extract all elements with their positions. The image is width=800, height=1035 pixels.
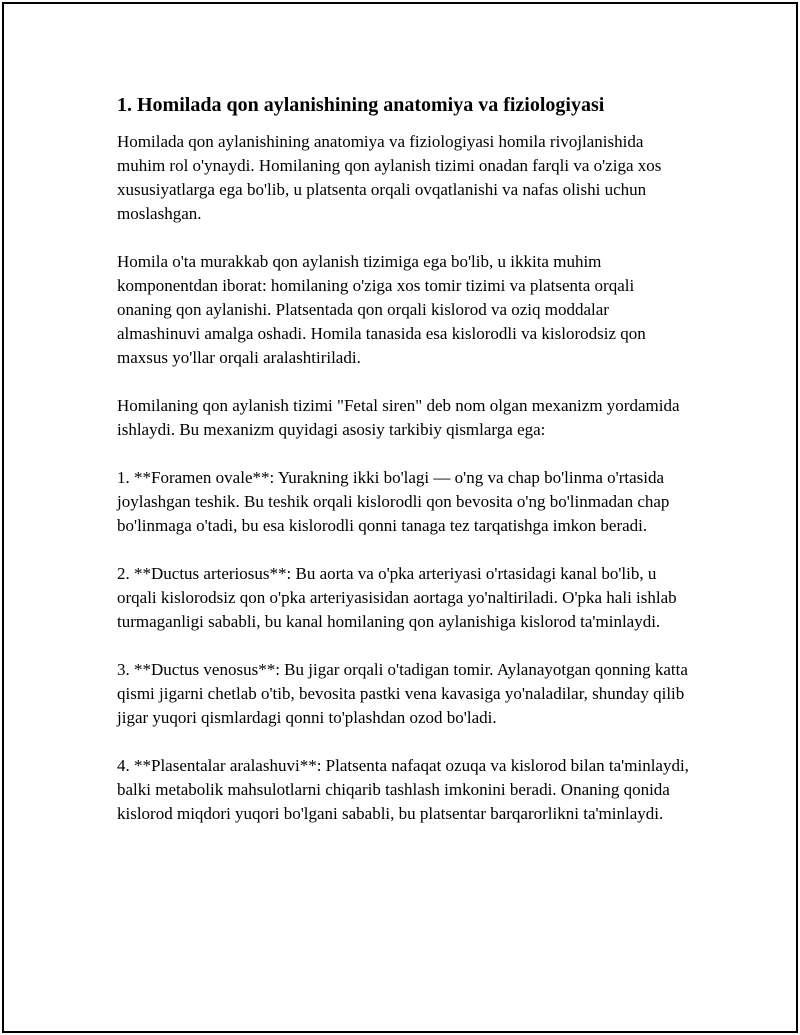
- list-item-ductus-arteriosus: 2. **Ductus arteriosus**: Bu aorta va o'pka arteriyasi o'rtasidagi kanal bo'lib, u orqali kislorodsiz qon o'pka arteriyasisidan aortaga yo'naltiriladi. O'pka hali ishlab turmaganligi sababli, bu kanal homilaning qon aylanishiga kislorod ta'minlaydi.: [117, 564, 677, 631]
- paragraph-intro: Homilada qon aylanishining anatomiya va fiziologiyasi homila rivojlanishida muhim rol o'ynaydi. Homilaning qon aylanish tizimi onadan farqli va o'ziga xos xususiyatlarga ega bo'lib, u platsenta orqali ovqatlanishi va nafas olishi uchun moslashgan.: [117, 132, 662, 223]
- document-title: 1. Homilada qon aylanishining anatomiya va fiziologiyasi: [117, 94, 605, 116]
- paragraph-components: Homila o'ta murakkab qon aylanish tizimiga ega bo'lib, u ikkita muhim komponentdan iborat: homilaning o'ziga xos tomir tizimi va platsenta orqali onaning qon aylanishi. Platsentada qon orqali kislorod va oziq moddalar almashinuvi amalga oshadi. Homila tanasida esa kislorodli va kislorodsiz qon maxsus yo'llar orqali aralashtiriladi.: [117, 252, 646, 367]
- paragraph-mechanism: Homilaning qon aylanish tizimi "Fetal siren" deb nom olgan mexanizm yordamida ishlaydi. Bu mexanizm quyidagi asosiy tarkibiy qismlarga ega:: [117, 396, 680, 439]
- list-item-foramen-ovale: 1. **Foramen ovale**: Yurakning ikki bo'lagi — o'ng va chap bo'linma o'rtasida joylashgan teshik. Bu teshik orqali kislorodli qon bevosita o'ng bo'linmadan chap bo'linmaga o'tadi, bu esa kislorodli qonni tanaga tez tarqatishga imkon beradi.: [117, 468, 670, 535]
- list-item-plasenta: 4. **Plasentalar aralashuvi**: Platsenta nafaqat ozuqa va kislorod bilan ta'minlaydi, balki metabolik mahsulotlarni chiqarib tashlash imkonini beradi. Onaning qonida kislorod miqdori yuqori bo'lgani sababli, bu platsentar barqarorlikni ta'minlaydi.: [117, 756, 689, 823]
- document-body: [117, 92, 692, 850]
- list-item-ductus-venosus: 3. **Ductus venosus**: Bu jigar orqali o'tadigan tomir. Aylanayotgan qonning katta qismi jigarni chetlab o'tib, bevosita pastki vena kavasiga yo'naladilar, shunday qilib jigar yuqori qismlardagi qonni to'plashdan ozod bo'ladi.: [117, 660, 688, 727]
